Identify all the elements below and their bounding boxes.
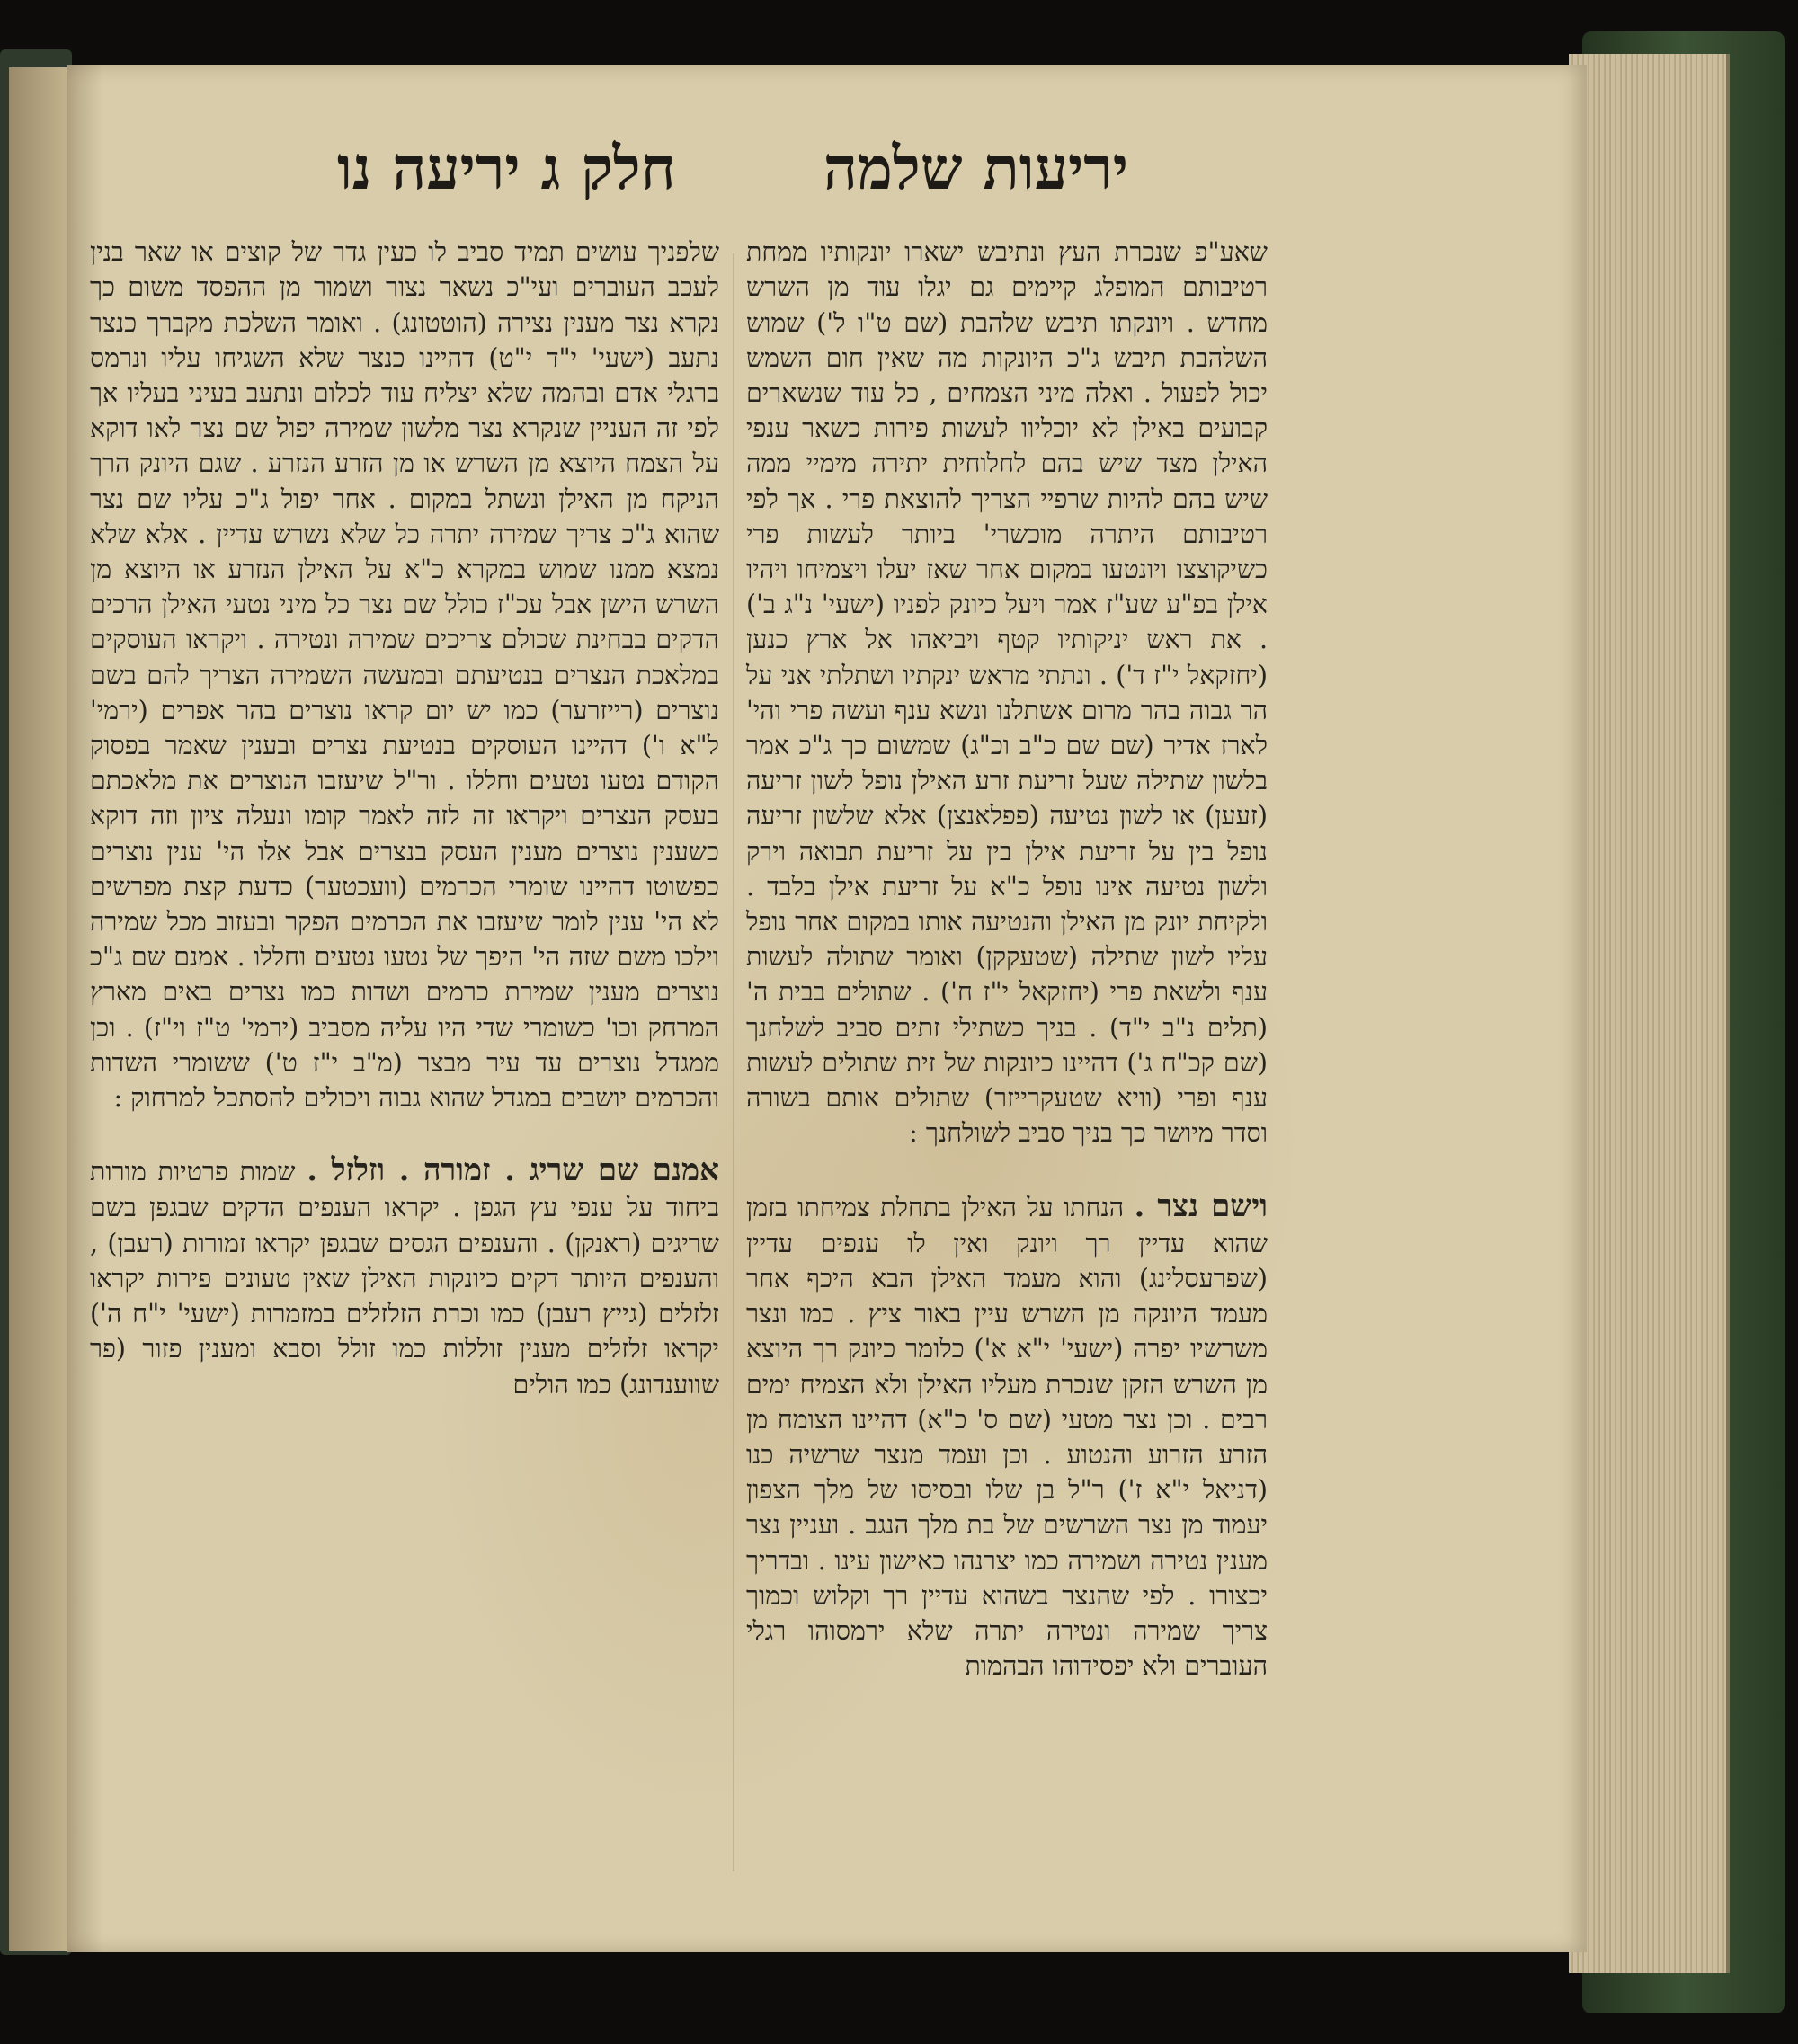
column-divider [733, 253, 734, 1871]
right-paragraph-2-text: הנחתו על האילן בתחלת צמיחתו בזמן שהוא עדיין רך ויונק ואין לו ענפים עדיין (שפרעסלינג) והוא מעמד האילן הבא היכף אחר מעמד היונקה מן השרש עיין באור ציץ . כמו ונצר משרשיו יפרה (ישעי' י"א א') כלומר כיונק רך היוצא מן השרש הזקן שנכרת מעליו האילן ולא הצמיח ימים רבים . וכן נצר מטעי (שם ס' כ"א) דהיינו הצומח מן הזרע הזרוע והנטוע . וכן ועמד מנצר שרשיה כנו (דניאל י"א ז') ר"ל בן שלו ובסיסו של מלך הצפון יעמוד מן נצר השרשים של בת מלך הנגב . ועניין נצר מענין נטירה ושמירה כמו יצרנהו כאישון עינו . ובדריך יכצורו . לפי שהנצר בשהוא עדיין רך וקלוש וכמוך צריך שמירה ונטירה יתרה שלא ירמסוהו רגלי העוברים ולא יפסידוהו הבהמות [746, 1192, 1268, 1682]
right-paragraph-2-lead: וישם נצר . [1134, 1187, 1268, 1224]
left-paragraph-2-lead: אמנם שם שריג . זמורה . וזלזל . [307, 1152, 719, 1189]
left-paragraph-2 [90, 1151, 719, 1401]
left-paragraph-1: שלפניך עושים תמיד סביב לו כעין גדר של קוצים או שאר בנין לעכב העוברים ועי"כ נשאר נצור ושמור מן ההפסד משום כך נקרא נצר מענין נצירה (הוטטונג) . ואומר השלכת מקברך כנצר נתעב (ישעי' י"ד י"ט) דהיינו כנצר שלא השגיחו עליו ונרמס ברגלי אדם ובהמה שלא יצליח עוד לכלום ונתעב בעיני בעליו אך לפי זה העניין שנקרא נצר מלשון שמירה יפול שם נצר לאו דוקא על הצמח היוצא מן השרש או מן הזרע הנזרע . שגם היונק הרך הניקח מן האילן ונשתל במקום . אחר יפול ג"כ עליו שם נצר שהוא ג"כ צריך שמירה יתרה כל שלא נשרש עדיין . אלא שלא נמצא ממנו שמוש במקרא כ"א על האילן הנזרע או היוצא מן השרש הישן אבל עכ"ז כולל שם נצר כל מיני נטעי האילן הרכים הדקים בבחינת שכולם צריכים שמירה ונטירה . ויקראו העוסקים במלאכת הנצרים בנטיעתם ובמעשה השמירה הצריך להם בשם נוצרים (רייזרער) כמו יש יום קראו נוצרים בהר אפרים (ירמי' ל"א ו') דהיינו העוסקים בנטיעת נצרים ובענין שאמר בפסוק הקודם נטעו נטעים וחללו . ור"ל שיעזבו הנוצרים את מלאכתם בעסק הנצרים ויקראו זה לזה לאמר קומו ונעלה ציון וזה דוקא כשענין נוצרים מענין העסק בנצרים אבל אלו הי' ענין נוצרים כפשוטו דהיינו שומרי הכרמים (וועכטער) כדעת קצת מפרשים לא הי' ענין לומר שיעזבו את הכרמים הפקר ובעזוב מכל שמירה וילכו משם שזה הי' היפך של נטעו נטעים וחללו . אמנם שם ג"כ נוצרים מענין שמירת כרמים ושדות כמו נצרים באים מארץ המרחק וכו' כשומרי שדי היו עליה מסביב (ירמי' ט"ז וי"ז) . וכן ממגדל נוצרים עד עיר מבצר (מ"ב י"ז ט') ששומרי השדות והכרמים יושבים במגדל שהוא גבוה ויכולים להסתכל למרחוק : [90, 237, 719, 1114]
header-left-title: חלק ג יריעה נו [337, 132, 676, 203]
previous-page-edge [9, 67, 67, 1951]
left-paragraph-2-text: שמות פרטיות מורות ביחוד על ענפי עץ הגפן . יקראו הענפים הדקים שבגפן בשם שריגים (ראנקן) . והענפים הגסים שבגפן יקראו זמורות (רעבן) , והענפים היותר דקים כיונקות האילן שאין טעונים פירות יקראו זלזלים (גייץ רעבן) כמו וכרת הזלזלים במזמרות (ישעי' י"ח ה') יקראו זלזלים מענין זוללות כמו זולל וסבא ומענין פזור (פר שווענדונג) כמו הולים [90, 1157, 719, 1400]
page-fore-edge [1569, 54, 1730, 1973]
header-right-title: יריעות שלמה [823, 132, 1128, 203]
book-page [67, 65, 1587, 1952]
right-text-column [746, 200, 1268, 1862]
left-text-column [90, 200, 719, 1862]
right-paragraph-1: שאע"פ שנכרת העץ ונתיבש ישארו יונקותיו ממחת רטיבותם המופלג קיימים גם יגלו עוד מן השרש מחדש . ויונקתו תיבש שלהבת (שם ט"ו ל') שמוש השלהבת תיבש ג"כ היונקות מה שאין חום השמש יכול לפעול . ואלה מיני הצמחים , כל עוד שנשארים קבועים באילן לא יוכליוו לעשות פירות כשאר ענפי האילן מצד שיש בהם לחלוחית יתירה מימיי ממה שיש בהם להיות שרפיי הצריך להוצאת פרי . אך לפי רטיבותם היתרה מוכשרי' ביותר לעשות פרי כשיקוצצו ויונטעו במקום אחר שאז יעלו ויצמיחו ויהיו אילן בפ"ע שע"ז אמר ויעל כיונק לפניו (ישעי' נ"ג ב') . את ראש יניקותיו קטף ויביאהו אל ארץ כנען (יחזקאל י"ז ד') . ונתתי מראש ינקתיו ושתלתי אני על הר גבוה בהר מרום אשתלנו ונשא ענף ועשה פרי והי' לארז אדיר (שם שם כ"ב וכ"ג) שמשום כך ג"כ אמר בלשון שתילה שעל זריעת זרע האילן נופל לשון זריעה (זעען) או לשון נטיעה (פפלאנצן) אלא שלשון זריעה נופל בין על זריעת אילן בין על זריעת תבואה וירק ולשון נטיעה אינו נופל כ"א על זריעת אילן בלבד . ולקיחת יונק מן האילן והנטיעה אותו במקום אחר נופל עליו לשון שתילה (שטעקקן) ואומר שתולה לעשות ענף ולשאת פרי (יחזקאל י"ז ח') . שתולים בבית ה' (תלים נ"ב י"ד) . בניך כשתילי זתים סביב לשלחנך (שם קכ"ח ג') דהיינו כיונקות של זית שתולים לעשות ענף ופרי (וויא שטעקרייזר) שתולים אותם בשורה וסדר מיושר כך בניך סביב לשולחנך : [746, 237, 1268, 1149]
right-paragraph-2 [746, 1186, 1268, 1684]
